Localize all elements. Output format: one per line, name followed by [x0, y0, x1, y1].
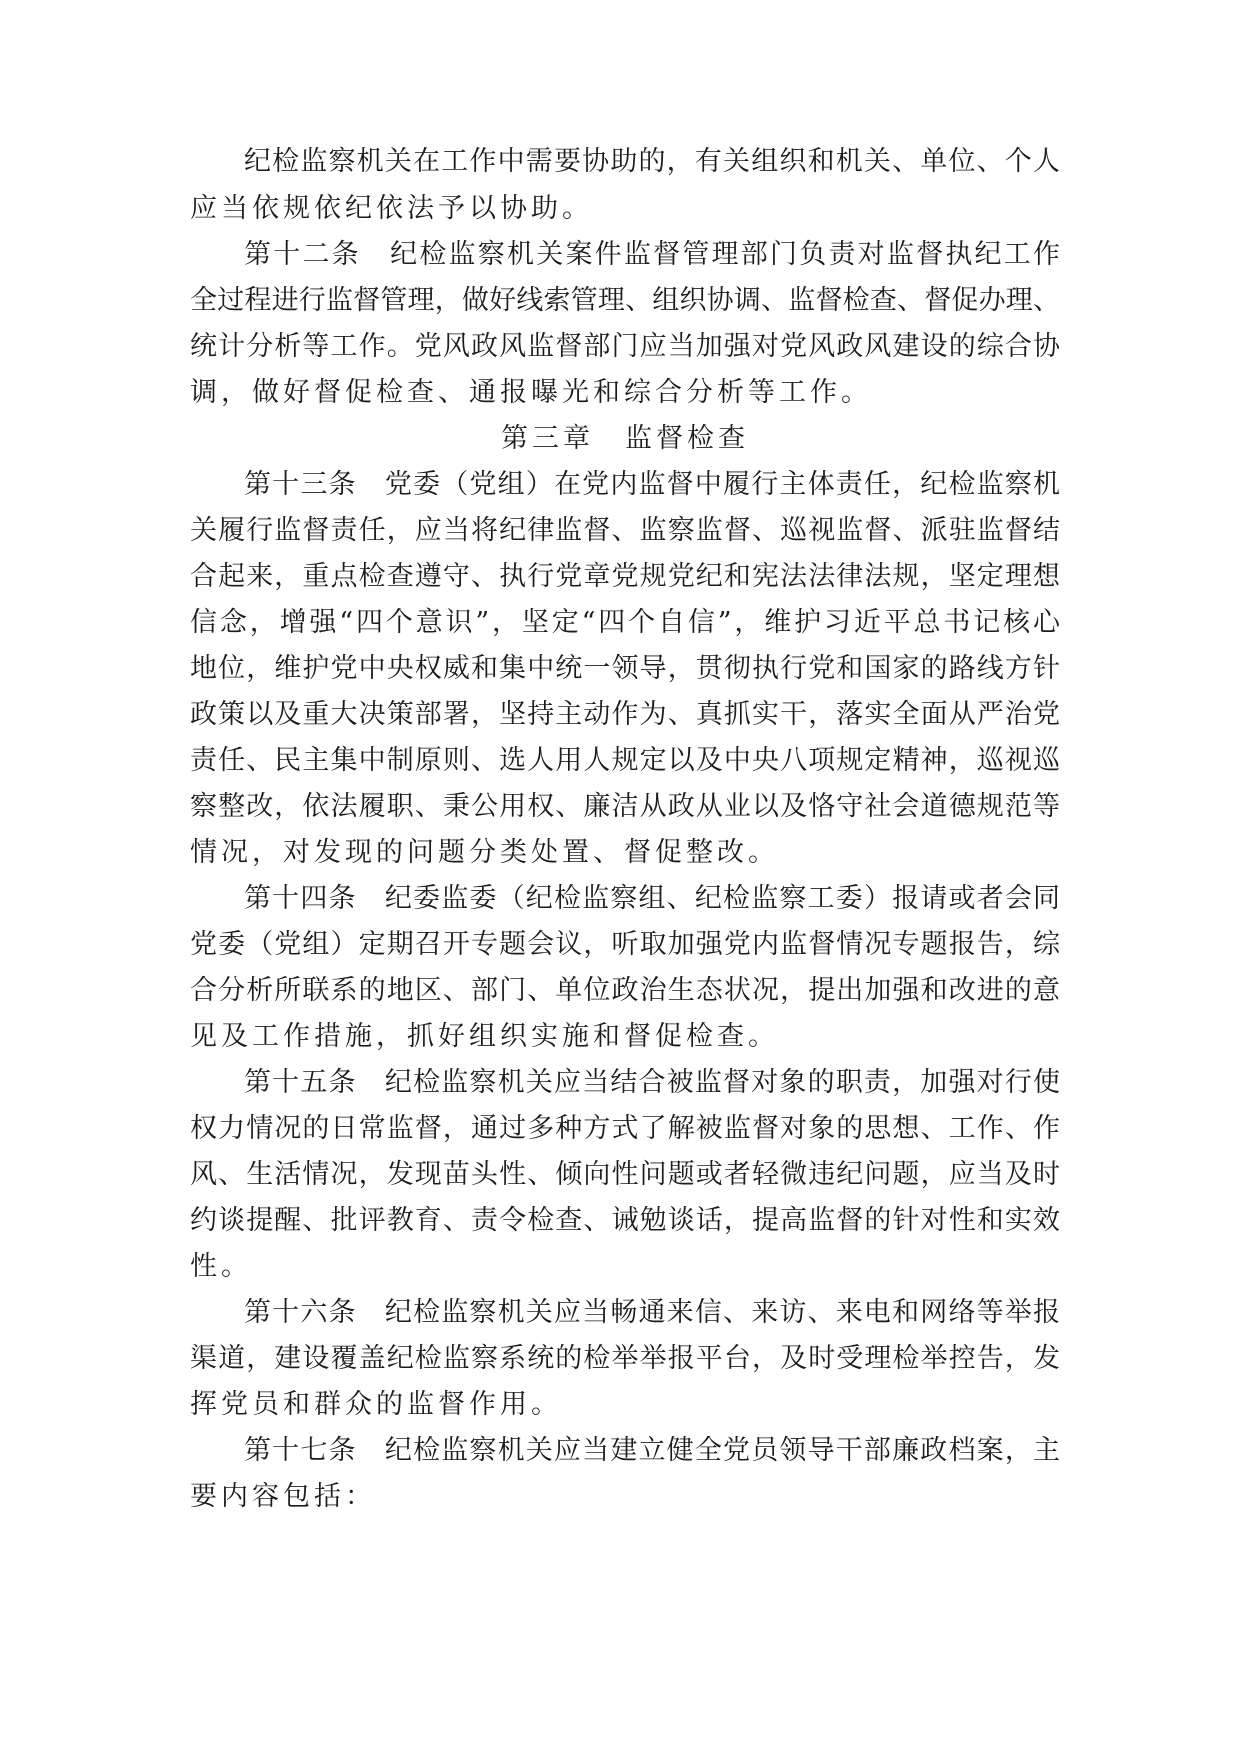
text-line: 情况，对发现的问题分类处置、督促整改。	[190, 837, 779, 868]
text-line: 应当依规依纪依法予以协助。	[190, 193, 593, 224]
text-line: 约谈提醒、批评教育、责令检查、诫勉谈话，提高监督的针对性和实效	[190, 1205, 1060, 1236]
text-line: 调，做好督促检查、通报曝光和综合分析等工作。	[190, 377, 872, 408]
text-line: 性。	[190, 1251, 252, 1282]
article-13-start: 第十三条 党委（党组）在党内监督中履行主体责任，纪检监察机	[244, 469, 1060, 500]
text-line: 要内容包括：	[190, 1481, 376, 1512]
text-line: 责任、民主集中制原则、选人用人规定以及中央八项规定精神，巡视巡	[190, 745, 1060, 776]
text-line: 信念，增强“四个意识”，坚定“四个自信”，维护习近平总书记核心	[190, 607, 1060, 638]
text-line: 见及工作措施，抓好组织实施和督促检查。	[190, 1021, 779, 1052]
text-line: 关履行监督责任，应当将纪律监督、监察监督、巡视监督、派驻监督结	[190, 515, 1060, 546]
article-16-start: 第十六条 纪检监察机关应当畅通来信、来访、来电和网络等举报	[244, 1297, 1060, 1328]
text-line: 统计分析等工作。党风政风监督部门应当加强对党风政风建设的综合协	[190, 331, 1060, 362]
article-12-start: 第十二条 纪检监察机关案件监督管理部门负责对监督执纪工作	[244, 239, 1060, 270]
text-line: 纪检监察机关在工作中需要协助的，有关组织和机关、单位、个人	[244, 146, 1060, 177]
text-line: 党委（党组）定期召开专题会议，听取加强党内监督情况专题报告，综	[190, 929, 1060, 960]
chapter-heading: 第三章 监督检查	[501, 423, 749, 454]
article-17-start: 第十七条 纪检监察机关应当建立健全党员领导干部廉政档案，主	[244, 1435, 1060, 1466]
text-line: 风、生活情况，发现苗头性、倾向性问题或者轻微违纪问题，应当及时	[190, 1159, 1060, 1190]
text-line: 全过程进行监督管理，做好线索管理、组织协调、监督检查、督促办理、	[190, 285, 1060, 316]
text-line: 渠道，建设覆盖纪检监察系统的检举举报平台，及时受理检举控告，发	[190, 1343, 1060, 1374]
text-line: 合分析所联系的地区、部门、单位政治生态状况，提出加强和改进的意	[190, 975, 1060, 1006]
text-line: 地位，维护党中央权威和集中统一领导，贯彻执行党和国家的路线方针	[190, 653, 1060, 684]
article-15-start: 第十五条 纪检监察机关应当结合被监督对象的职责，加强对行使	[244, 1067, 1060, 1098]
text-line: 政策以及重大决策部署，坚持主动作为、真抓实干，落实全面从严治党	[190, 699, 1060, 730]
article-14-start: 第十四条 纪委监委（纪检监察组、纪检监察工委）报请或者会同	[244, 883, 1060, 914]
text-line: 合起来，重点检查遵守、执行党章党规党纪和宪法法律法规，坚定理想	[190, 561, 1060, 592]
text-line: 权力情况的日常监督，通过多种方式了解被监督对象的思想、工作、作	[190, 1113, 1060, 1144]
text-line: 挥党员和群众的监督作用。	[190, 1389, 562, 1420]
text-line: 察整改，依法履职、秉公用权、廉洁从政从业以及恪守社会道德规范等	[190, 791, 1060, 822]
